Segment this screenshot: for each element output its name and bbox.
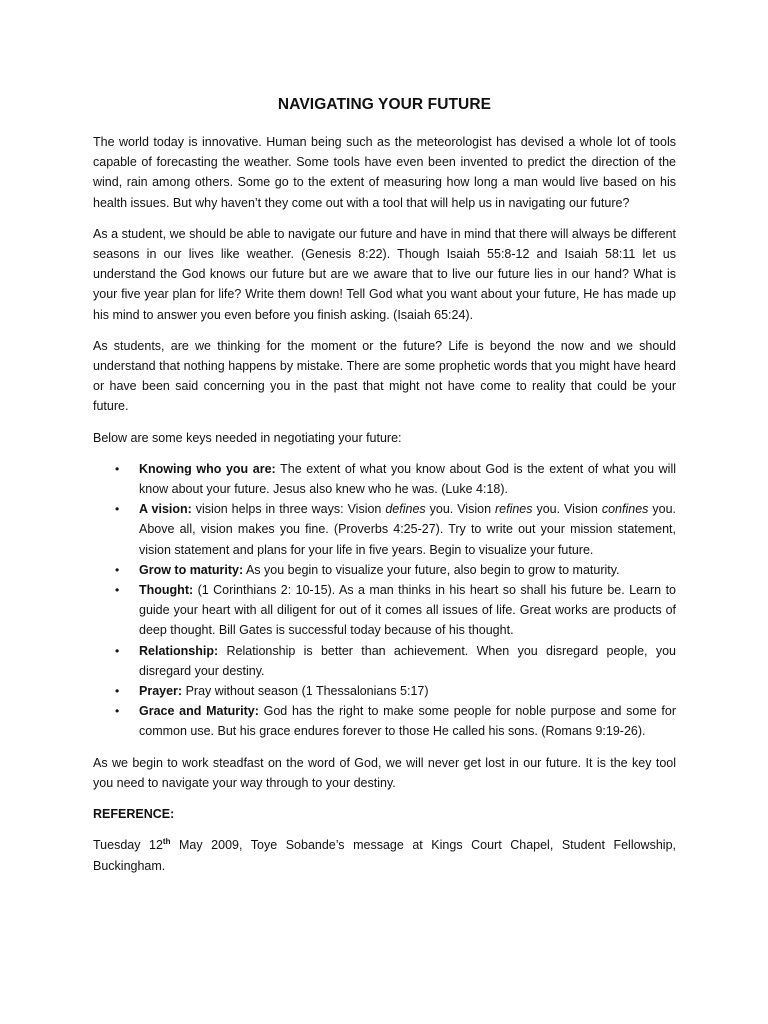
key-label: Prayer: <box>139 684 183 699</box>
reference-ordinal: th <box>162 837 171 847</box>
bullet-icon: • <box>115 684 120 699</box>
bullet-icon: • <box>115 502 120 517</box>
key-text: vision helps in three ways: Vision <box>191 502 386 517</box>
key-label: A vision: <box>139 502 192 517</box>
list-item-grace-and-maturity <box>93 701 676 741</box>
bullet-icon: • <box>115 704 120 719</box>
list-item-a-vision <box>93 499 676 560</box>
keys-intro-paragraph: Below are some keys needed in negotiating your future: <box>93 430 402 445</box>
key-text: (1 Corinthians 2: 10-15). As a man thinks in his heart so shall his future be. Learn to guide your heart with all diligent for out of it comes all issues of life. Great works are products of deep thought. Bill Gates is successful today because of his thought. <box>139 583 676 638</box>
student-paragraph: As a student, we should be able to navigate our future and have in mind that there will always be different seasons in our lives like weather. (Genesis 8:22). Though Isaiah 55:8-12 and Isaiah 58:11 let us understand the God knows our future but are we aware that to live our future lies in our hand? What is your five year plan for life? Write them down! Tell God what you want about your future, He has made up his mind to answer you even before you finish asking. (Isaiah 65:24). <box>93 226 676 322</box>
list-item-prayer <box>93 681 676 701</box>
key-label: Knowing who you are: <box>139 461 276 476</box>
key-text: you. Above all, vision makes you fine. (Proverbs 4:25-27). Try to write out your mission statement, vision statement and plans for your life in five years. Begin to visualize your future. <box>139 502 676 557</box>
reference-day: Tuesday 12 <box>93 838 163 853</box>
keys-list <box>93 459 676 742</box>
list-item-thought <box>93 580 676 641</box>
key-text: Pray without season (1 Thessalonians 5:17) <box>182 684 429 699</box>
key-text: you. Vision <box>425 502 495 517</box>
intro-paragraph: The world today is innovative. Human being such as the meteorologist has devised a whole lot of tools capable of forecasting the weather. Some tools have even been invented to predict the direction of the wind, rain among others. Some go to the extent of measuring how long a man would live based on his health issues. But why haven’t they come out with a tool that will help us in navigating our future? <box>93 135 676 210</box>
key-text: you. Vision <box>532 502 602 517</box>
students-paragraph: As students, are we thinking for the moment or the future? Life is beyond the now and we should understand that nothing happens by mistake. There are some prophetic words that you might have heard or have been said concerning you in the past that might not have come to reality that could be your future. <box>93 338 676 414</box>
list-item-relationship <box>93 641 676 681</box>
key-label: Relationship: <box>139 643 219 658</box>
reference-heading: REFERENCE: <box>93 807 175 822</box>
reference-text: May 2009, Toye Sobande’s message at Kings Court Chapel, Student Fellowship, Buckingham. <box>93 838 676 873</box>
key-emphasis-refines: refines <box>494 502 533 517</box>
list-item-knowing-who-you-are <box>93 459 676 499</box>
key-text: The extent of what you know about God is the extent of what you will know about your future. Jesus also knew who he was. (Luke 4:18). <box>139 461 676 497</box>
key-text: Relationship is better than achievement. When you disregard people, you disregard your destiny. <box>139 643 676 678</box>
reference-citation <box>93 835 676 875</box>
list-item-grow-to-maturity <box>93 560 676 580</box>
key-text: As you begin to visualize your future, also begin to grow to maturity. <box>243 562 620 577</box>
document-body <box>93 94 676 887</box>
document-title: NAVIGATING YOUR FUTURE <box>277 96 492 113</box>
bullet-icon: • <box>115 583 120 598</box>
key-label: Grace and Maturity: <box>139 704 259 719</box>
bullet-icon: • <box>115 562 120 577</box>
closing-paragraph: As we begin to work steadfast on the word of God, we will never get lost in our future. It is the key tool you need to navigate your way through to your destiny. <box>93 755 676 790</box>
bullet-icon: • <box>115 643 120 658</box>
bullet-icon: • <box>115 461 120 476</box>
key-label: Thought: <box>139 583 194 598</box>
key-label: Grow to maturity: <box>139 562 244 577</box>
key-emphasis-defines: defines <box>385 502 426 517</box>
key-text: God has the right to make some people for noble purpose and some for common use. But his grace endures forever to those He called his sons. (Romans 9:19-26). <box>139 704 677 739</box>
key-emphasis-confines: confines <box>601 502 649 517</box>
